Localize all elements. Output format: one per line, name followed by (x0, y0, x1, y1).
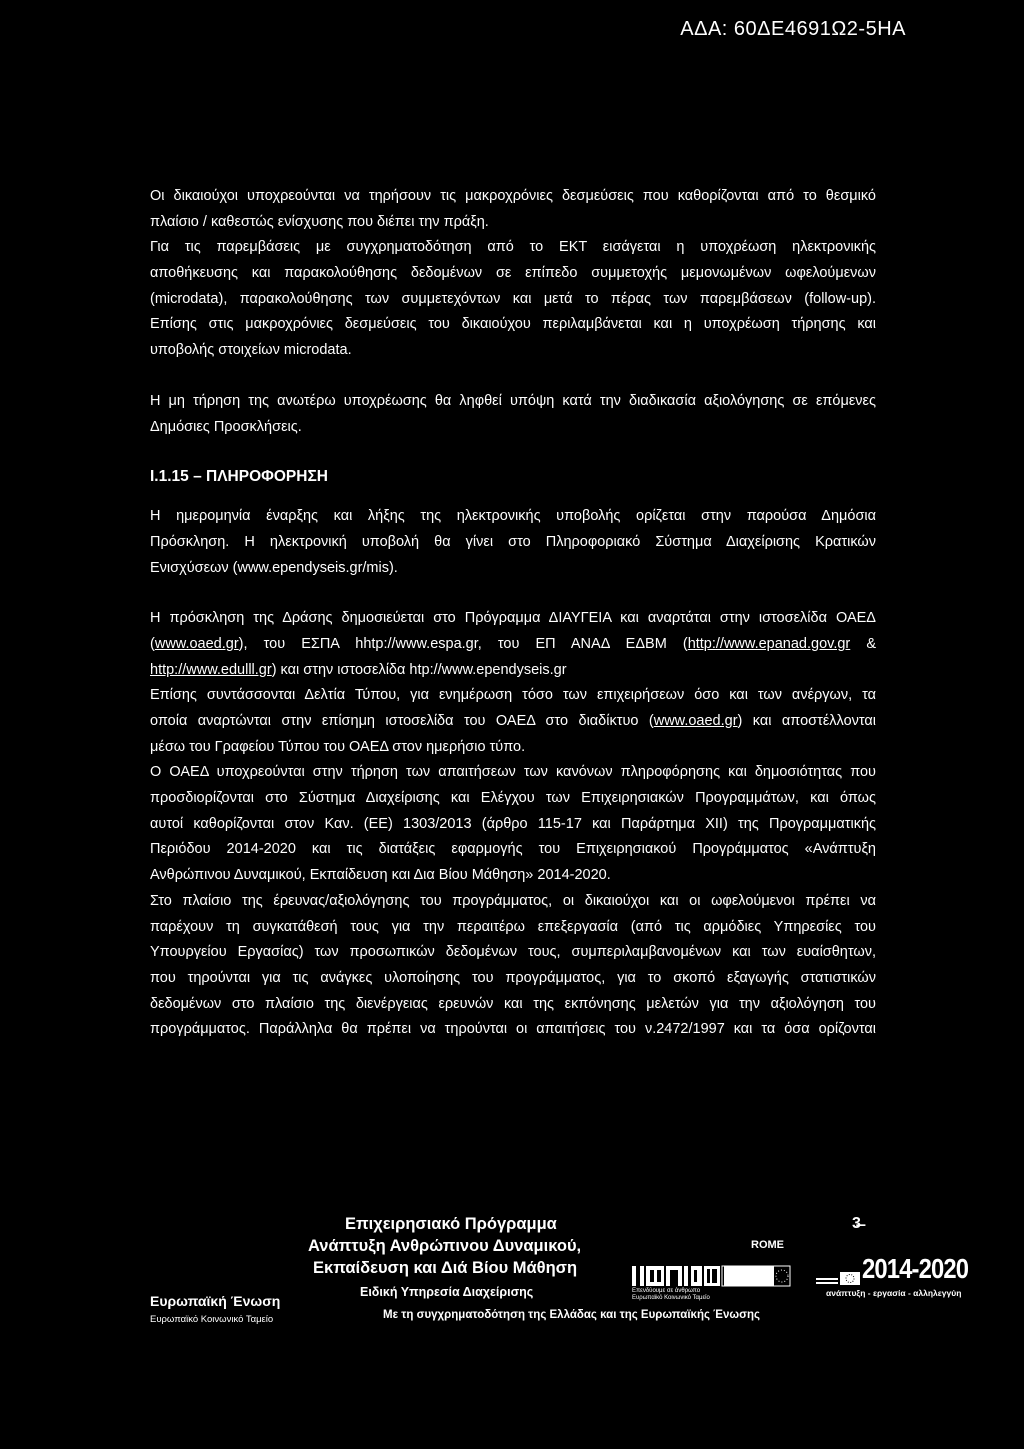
programme-years: 2014-2020 (862, 1253, 969, 1284)
edulll-link[interactable]: http://www.edulll.gr (150, 661, 272, 678)
p8-line3: Υπουργείου Εργασίας) των προσωπικών δεδομένων τους, συμπεριλαμβανομένων και των ευαίσθητων, (150, 944, 876, 961)
eu-flag-icon (816, 1266, 866, 1286)
eu-title: Ευρωπαϊκή Ένωση (150, 1293, 281, 1309)
p4-line1: Η μη τήρηση της ανωτέρω υποχρέωσης θα ληφθεί υπόψη κατά την διαδικασία αξιολόγησης σε επόμενες (150, 392, 876, 409)
section-heading: Ι.1.15 – ΠΛΗΡΟΦΟΡΗΣΗ (150, 468, 328, 486)
op-title-line3: Εκπαίδευση και Διά Βίου Μάθηση (313, 1259, 578, 1277)
document-body (150, 184, 876, 1043)
p8-line2: παρέχουν τη συγκατάθεσή τους για την περαιτέρω επεξεργασία (από τις αρμόδιες Υπηρεσίες του (150, 918, 876, 935)
op-title-line2: Ανάπτυξη Ανθρώπινου Δυναμικού, (308, 1237, 582, 1255)
p6-line1: Η πρόσκληση της Δράσης δημοσιεύεται στο Πρόγραμμα ΔΙΑΥΓΕΙΑ και αναρτάται στην ιστοσελίδα ΟΑΕΔ (150, 610, 876, 627)
p2-line3: (microdata), παρακολούθησης των συμμετεχόντων και μετά το πέρας των παρεμβάσεων (follow-up). (150, 290, 876, 307)
p7-line1: Ο ΟΑΕΔ υποχρεούνται στην τήρηση των απαιτήσεων των κανόνων πληροφόρησης και δημοσιότητας που (150, 764, 876, 781)
programme-slogan: ανάπτυξη - εργασία - αλληλεγγύη (826, 1288, 962, 1298)
p4-line2: Δημόσιες Προσκλήσεις. (150, 418, 302, 435)
p5-line3: Ενισχύσεων (www.ependyseis.gr/mis). (150, 559, 398, 576)
document-ada-code: ΑΔΑ: 60ΔΕ4691Ω2-5ΗΑ (680, 18, 906, 40)
p5-line1: Η ημερομηνία έναρξης και λήξης της ηλεκτρονικής υποβολής ορίζεται στην παρούσα Δημόσια (150, 508, 876, 525)
esf-logo-icon (632, 1264, 792, 1288)
managing-authority: Ειδική Υπηρεσία Διαχείρισης (360, 1285, 534, 1299)
esf-caption-2: Ευρωπαϊκό Κοινωνικό Ταμείο (632, 1295, 710, 1301)
p2-line1: Για τις παρεμβάσεις με συγχρηματοδότηση από το ΕΚΤ εισάγεται η υποχρέωση ηλεκτρονικής (150, 239, 876, 256)
op-title-line1: Επιχειρησιακό Πρόγραμμα (345, 1215, 557, 1233)
oaed-link[interactable]: www.oaed.gr (154, 635, 239, 652)
p7-line4: Περιόδου 2014-2020 και τις διατάξεις εφαρμογής του Επιχειρησιακού Προγράμματος «Ανάπτυξη (150, 841, 876, 858)
p6-line2: (www.oaed.gr), του ΕΣΠΑ hhtp://www.espa.gr, του ΕΠ ΑΝΑΔ ΕΔΒΜ (http://www.epanad.gov.gr & (150, 635, 876, 652)
p5-line2: Πρόσκληση. Η ηλεκτρονική υποβολή θα γίνει στο Πληροφοριακό Σύστημα Διαχείρισης Κρατικών (150, 533, 876, 550)
p1-line1: Οι δικαιούχοι υποχρεούνται να τηρήσουν τις μακροχρόνιες δεσμεύσεις που καθορίζονται από το θεσμικό (150, 188, 876, 204)
rome-label: ROME (751, 1239, 784, 1251)
cofinancing-note: Με τη συγχρηματοδότηση της Ελλάδας και της Ευρωπαϊκής Ένωσης (383, 1309, 760, 1321)
p7-line3: αυτοί καθορίζονται στον Καν. (ΕΕ) 1303/2013 (άρθρο 115-17 και Παράρτημα XII) της Προγραμματικής (150, 815, 876, 832)
footer-logos (0, 1215, 1024, 1325)
p8-line4: που τηρούνται για τις ανάγκες υλοποίησης του προγράμματος, για το σκοπό εξαγωγής στατιστικών (150, 969, 876, 986)
esf-caption-1: Επενδύουμε σε άνθρωπο (632, 1288, 701, 1294)
p1-line2: πλαίσιο / καθεστώς ενίσχυσης που διέπει την πράξη. (150, 213, 489, 230)
p7-line5: Ανθρώπινου Δυναμικού, Εκπαίδευση και Δια Βίου Μάθηση» 2014-2020. (150, 867, 611, 884)
p3-line2: υποβολής στοιχείων microdata. (150, 342, 352, 359)
p8-line5: δεδομένων στο πλαίσιο της διενέργειας ερευνών και της εκπόνησης μελετών για την αξιολόγηση του (150, 995, 876, 1012)
p6-line5: οποία αναρτώνται στην επίσημη ιστοσελίδα του ΟΑΕΔ στο διαδίκτυο (www.oaed.gr) και αποστέλλονται (150, 713, 877, 729)
epanad-link[interactable]: http://www.epanad.gov.gr (687, 635, 851, 652)
p2-line2: αποθήκευσης και παρακολούθησης δεδομένων σε επίπεδο συμμετοχής μεμονωμένων ωφελούμενων (150, 265, 876, 282)
p6-line4: Επίσης συντάσσονται Δελτία Τύπου, για ενημέρωση τόσο των επιχειρήσεων όσο και των ανέργων, τα (150, 687, 876, 704)
p6-line6: μέσω του Γραφείου Τύπου του ΟΑΕΔ στον ημερήσιο τύπο. (150, 738, 526, 755)
p8-line1: Στο πλαίσιο της έρευνας/αξιολόγησης του προγράμματος, οι δικαιούχοι και οι ωφελούμενοι πρέπει να (150, 892, 876, 909)
p6-line3: http://www.edulll.gr) και στην ιστοσελίδα htp://www.ependyseis.gr (150, 661, 567, 678)
page-mark: 3̶ (852, 1215, 861, 1232)
p8-line6: προγράμματος. Παράλληλα θα πρέπει να τηρούνται οι απαιτήσεις του ν.2472/1997 και τα όσα ορίζονται (150, 1021, 876, 1038)
oaed-link-2[interactable]: www.oaed.gr (653, 713, 738, 729)
eu-subtitle: Ευρωπαϊκό Κοινωνικό Ταμείο (150, 1314, 274, 1325)
p7-line2: προσδιορίζονται στο Σύστημα Διαχείρισης και Ελέγχου των Επιχειρησιακών Προγραμμάτων, και όπως (150, 790, 876, 807)
p3-line1: Επίσης στις μακροχρόνιες δεσμεύσεις του δικαιούχου περιλαμβάνεται και η υποχρέωση τήρησης και (150, 316, 876, 333)
